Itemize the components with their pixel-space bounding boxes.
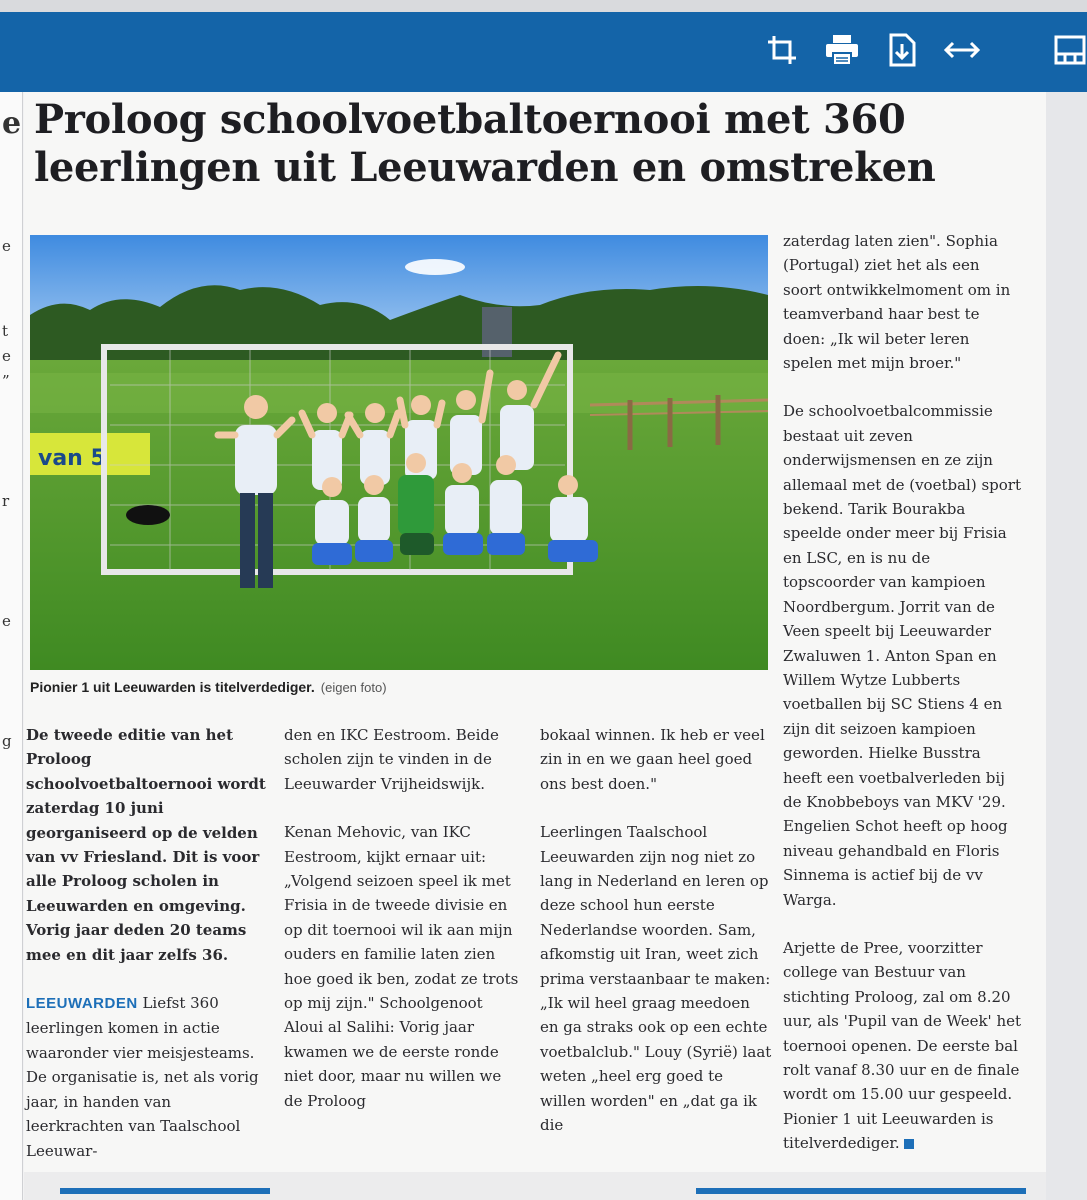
col2-paragraph-2: Kenan Mehovic, van IKC Eestroom, kijkt ernaar uit: „Volgend seizoen speel ik met Frisia in de tweede divisie en op dit toernooi wil ik aan mijn ouders en familie laten zien hoe goed ik ben, zodat ze trots op mij zijn." Schoolgenoot Aloui al Salihi: Vorig jaar kwamen we de eerste ronde niet door, maar nu willen we de Proloog [284,823,519,1110]
article-column-4 [783,229,1023,1156]
layout-icon[interactable] [1050,30,1087,70]
col4-paragraph-1: zaterdag laten zien". Sophia (Portugal) ziet het als een soort ontwikkelmoment om in teamverband haar best te doen: „Ik wil beter leren spelen met mijn broer." [783,232,1011,373]
article-headline: Proloog schoolvoetbaltoernooi met 360 leerlingen uit Leeuwarden en omstreken [34,96,936,191]
article-column-3 [540,723,772,1138]
article-column-1 [26,723,269,1163]
article-photo [30,235,768,670]
col1-body: Liefst 360 leerlingen komen in actie waaronder vier meisjesteams. De organisatie is, net als vorig jaar, in handen van leerkrachten van Taalschool Leeuwar- [26,994,259,1160]
previous-page-edge: e e t e ” r e g [0,92,23,1200]
banner-text: van 5 [38,446,106,471]
viewer-toolbar [0,0,1087,92]
col2-paragraph-1: den en IKC Eestroom. Beide scholen zijn te vinden in de Leeuwarder Vrijheidswijk. [284,726,499,793]
photo-caption [30,679,387,695]
col4-paragraph-3: Arjette de Pree, voorzitter college van Bestuur van stichting Proloog, zal om 8.20 uur, als 'Pupil van de Week' het toernooi openen. De eerste bal rolt vanaf 8.30 uur en de finale wordt om 15.00 uur gespeeld. Pionier 1 uit Leeuwarden is titelverdediger. [783,938,1022,1153]
col4-paragraph-2: De schoolvoetbalcommissie bestaat uit zeven onderwijsmensen en ze zijn allemaal met de (voetbal) sport bekend. Tarik Bourakba speelde onder meer bij Frisia en LSC, en is nu de topscoorder van kampioen Noordbergum. Jorrit van de Veen speelt bij Leeuwarder Zwaluwen 1. Anton Span en Willem Wytze Lubberts voetballen bij SC Stiens 4 en zijn dit seizoen kampioen geworden. Hielke Busstra heeft een voetbalverleden bij de Knobbeboys van MKV '29. Engelien Schot heeft op hoog niveau gehandbald en Floris Sinnema is actief bij de vv Warga. [783,402,1021,909]
fit-width-icon[interactable] [942,30,982,70]
window-edge [0,0,1087,12]
next-article-rule-right [696,1188,1026,1194]
crop-icon[interactable] [762,30,802,70]
scroll-gutter[interactable] [1046,92,1087,1200]
dateline: LEEUWARDEN [26,995,138,1013]
print-icon[interactable] [822,30,862,70]
download-icon[interactable] [882,30,922,70]
photo-credit: (eigen foto) [320,680,387,695]
col3-paragraph-2: Leerlingen Taalschool Leeuwarden zijn nog niet zo lang in Nederland en leren op deze school hun eerste Nederlandse woorden. Sam, afkomstig uit Iran, weet zich prima verstaanbaar te maken: „Ik wil heel graag meedoen en ga straks ook op een echte voetbalclub." Louy (Syrië) laat weten „heel erg goed te willen worden" en „dat ga ik die [540,823,772,1135]
next-article-rule [60,1188,270,1194]
end-of-article-icon [904,1139,914,1149]
next-page-edge [24,1172,1046,1200]
article-lede: De tweede editie van het Proloog schoolvoetbaltoernooi wordt zaterdag 10 juni georganiseerd op de velden van vv Friesland. Dit is voor alle Proloog scholen in Leeuwarden en omgeving. Vorig jaar deden 20 teams mee en dit jaar zelfs 36. [26,726,266,964]
caption-text: Pionier 1 uit Leeuwarden is titelverdediger. [30,679,315,695]
col3-paragraph-1: bokaal winnen. Ik heb er veel zin in en we gaan heel goed ons best doen." [540,726,765,793]
article-column-2 [284,723,524,1113]
